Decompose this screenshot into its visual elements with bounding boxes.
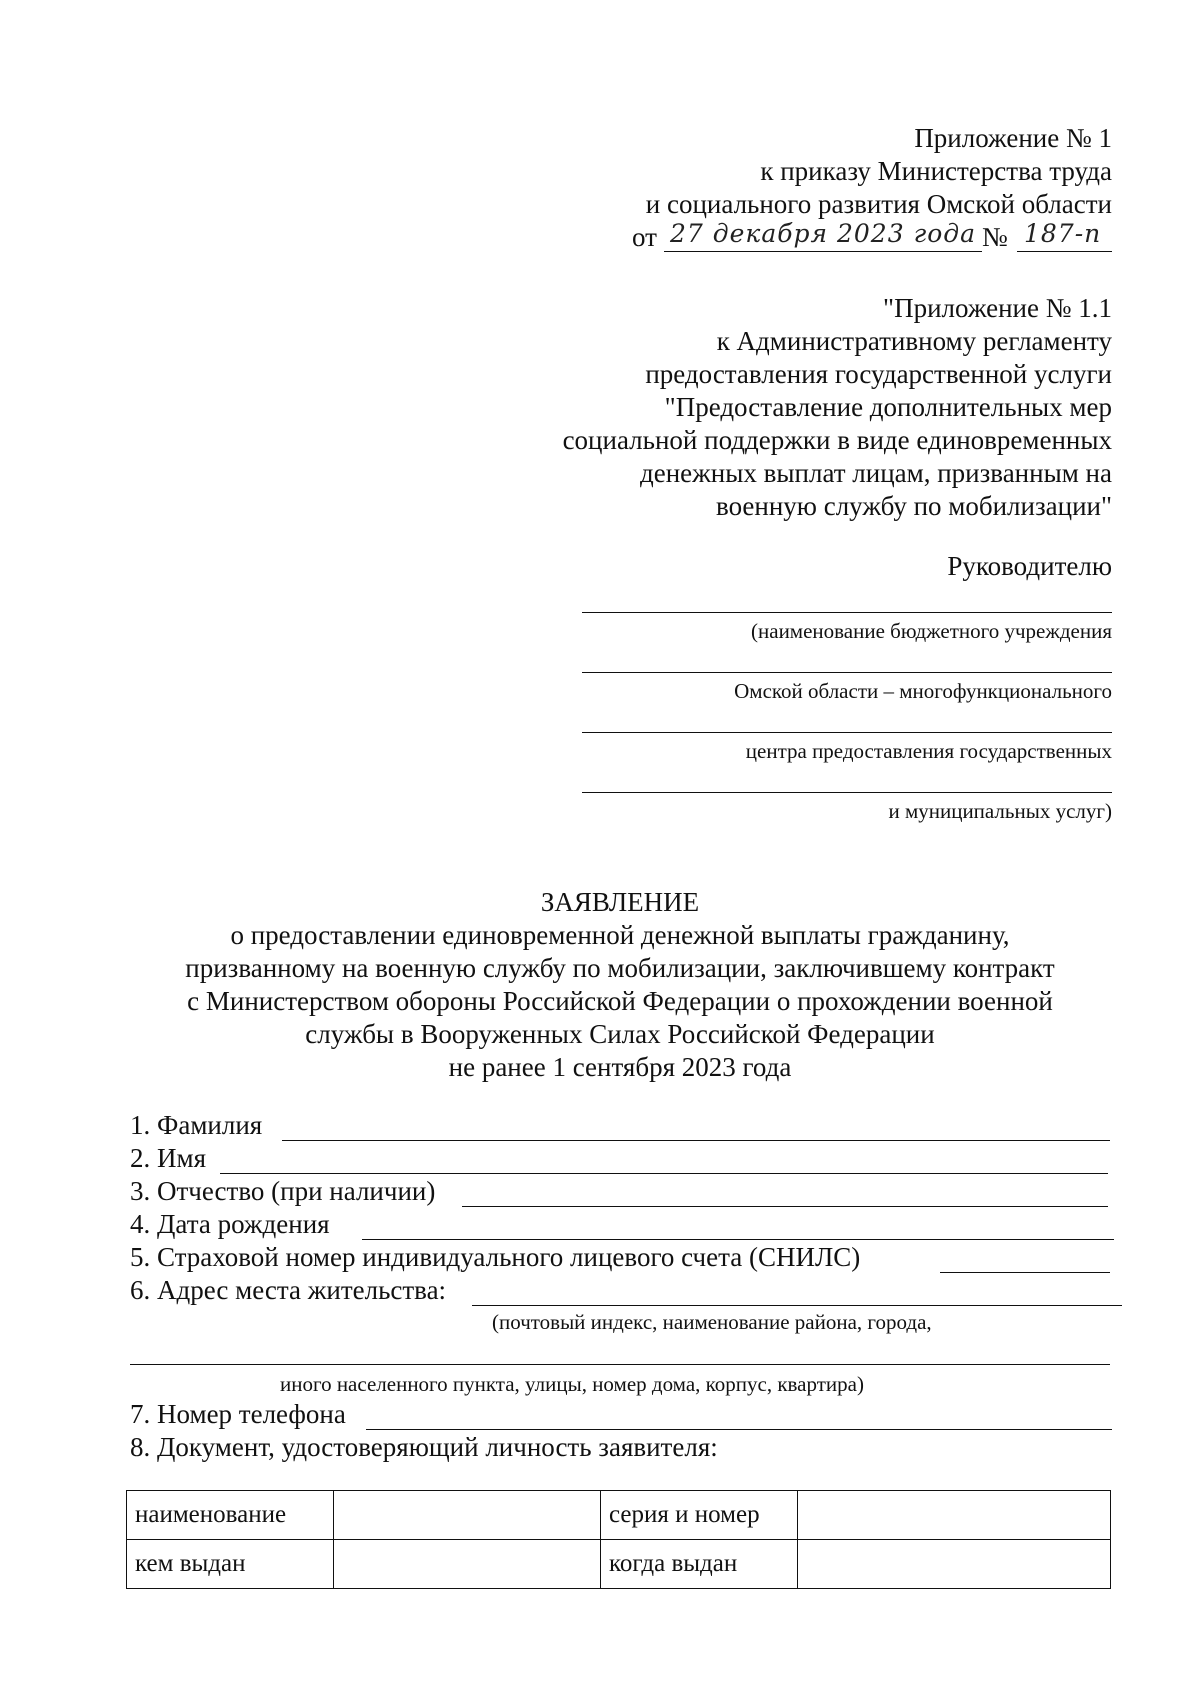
recipient-fill-line[interactable] (582, 612, 1112, 613)
order-attachment-number: Приложение № 1 (914, 123, 1112, 153)
regulation-attachment-block (563, 292, 1112, 523)
recipient-line-4 (582, 792, 1112, 824)
table-row (127, 1540, 1111, 1589)
recipient-caption: (наименование бюджетного учреждения (751, 619, 1112, 643)
name-label: 2. Имя (130, 1143, 207, 1173)
recipient-fill-line[interactable] (582, 732, 1112, 733)
recipient-fill-line[interactable] (582, 672, 1112, 673)
number-underline (1017, 251, 1112, 252)
doc-issued-by-cell[interactable] (334, 1540, 601, 1589)
snils-input-line[interactable] (940, 1272, 1110, 1273)
regulation-line: денежных выплат лицам, призванным на (640, 458, 1112, 488)
snils-label: 5. Страховой номер индивидуального лицевого счета (СНИЛС) (130, 1242, 861, 1272)
handwritten-number: 187-п (1024, 219, 1102, 248)
order-date-line (632, 221, 1112, 254)
id-document-label: 8. Документ, удостоверяющий личность заявителя: (130, 1432, 718, 1462)
birth-date-label: 4. Дата рождения (130, 1209, 330, 1239)
recipient-caption: и муниципальных услуг) (888, 799, 1112, 823)
address-input-line-2[interactable] (130, 1364, 1110, 1365)
doc-issue-date-label: когда выдан (601, 1540, 798, 1589)
doc-name-label: наименование (127, 1491, 334, 1540)
handwritten-date: 27 декабря 2023 года (670, 219, 976, 248)
order-reference: к приказу Министерства труда (760, 156, 1112, 186)
doc-name-cell[interactable] (334, 1491, 601, 1540)
recipient-line-2 (582, 672, 1112, 704)
recipient-fill-line[interactable] (582, 792, 1112, 793)
regulation-line: к Административному регламенту (716, 326, 1112, 356)
recipient-caption: Омской области – многофункционального (734, 679, 1112, 703)
recipient-title: Руководителю (947, 551, 1112, 581)
surname-input-line[interactable] (282, 1140, 1110, 1141)
address-note-2: иного населенного пункта, улицы, номер дома, корпус, квартира) (280, 1372, 864, 1396)
surname-label: 1. Фамилия (130, 1110, 263, 1140)
order-attachment-block (632, 122, 1112, 262)
patronymic-label: 3. Отчество (при наличии) (130, 1176, 436, 1206)
recipient-line-1 (582, 612, 1112, 644)
statement-title: ЗАЯВЛЕНИЕ (540, 887, 700, 917)
phone-label: 7. Номер телефона (130, 1399, 346, 1429)
number-prefix: № (982, 222, 1008, 252)
doc-issue-date-cell[interactable] (798, 1540, 1111, 1589)
statement-subtitle-line: о предоставлении единовременной денежной выплаты гражданину, (230, 920, 1010, 950)
date-prefix: от (632, 222, 657, 252)
doc-issued-by-label: кем выдан (127, 1540, 334, 1589)
address-input-line[interactable] (472, 1305, 1122, 1306)
statement-heading (0, 886, 1200, 1084)
phone-input-line[interactable] (366, 1429, 1112, 1430)
regulation-line: социальной поддержки в виде единовременных (562, 425, 1112, 455)
statement-subtitle-line: призванному на военную службу по мобилизации, заключившему контракт (185, 953, 1055, 983)
birth-date-input-line[interactable] (362, 1239, 1114, 1240)
regulation-line: "Приложение № 1.1 (883, 293, 1112, 323)
date-underline (664, 251, 982, 252)
regulation-line: предоставления государственной услуги (645, 359, 1112, 389)
id-document-table (126, 1490, 1111, 1589)
order-ministry: и социального развития Омской области (645, 189, 1112, 219)
address-note-1: (почтовый индекс, наименование района, города, (492, 1310, 932, 1334)
regulation-line: военную службу по мобилизации" (716, 491, 1112, 521)
regulation-line: "Предоставление дополнительных мер (664, 392, 1112, 422)
statement-subtitle-line: с Министерством обороны Российской Федерации о прохождении военной (187, 986, 1053, 1016)
doc-series-number-label: серия и номер (601, 1491, 798, 1540)
recipient-caption: центра предоставления государственных (745, 739, 1112, 763)
statement-subtitle-line: не ранее 1 сентября 2023 года (448, 1052, 792, 1082)
name-input-line[interactable] (220, 1173, 1108, 1174)
statement-subtitle-line: службы в Вооруженных Силах Российской Федерации (305, 1019, 935, 1049)
doc-series-number-cell[interactable] (798, 1491, 1111, 1540)
table-row (127, 1491, 1111, 1540)
recipient-line-3 (582, 732, 1112, 764)
address-label: 6. Адрес места жительства: (130, 1275, 447, 1305)
patronymic-input-line[interactable] (462, 1206, 1108, 1207)
